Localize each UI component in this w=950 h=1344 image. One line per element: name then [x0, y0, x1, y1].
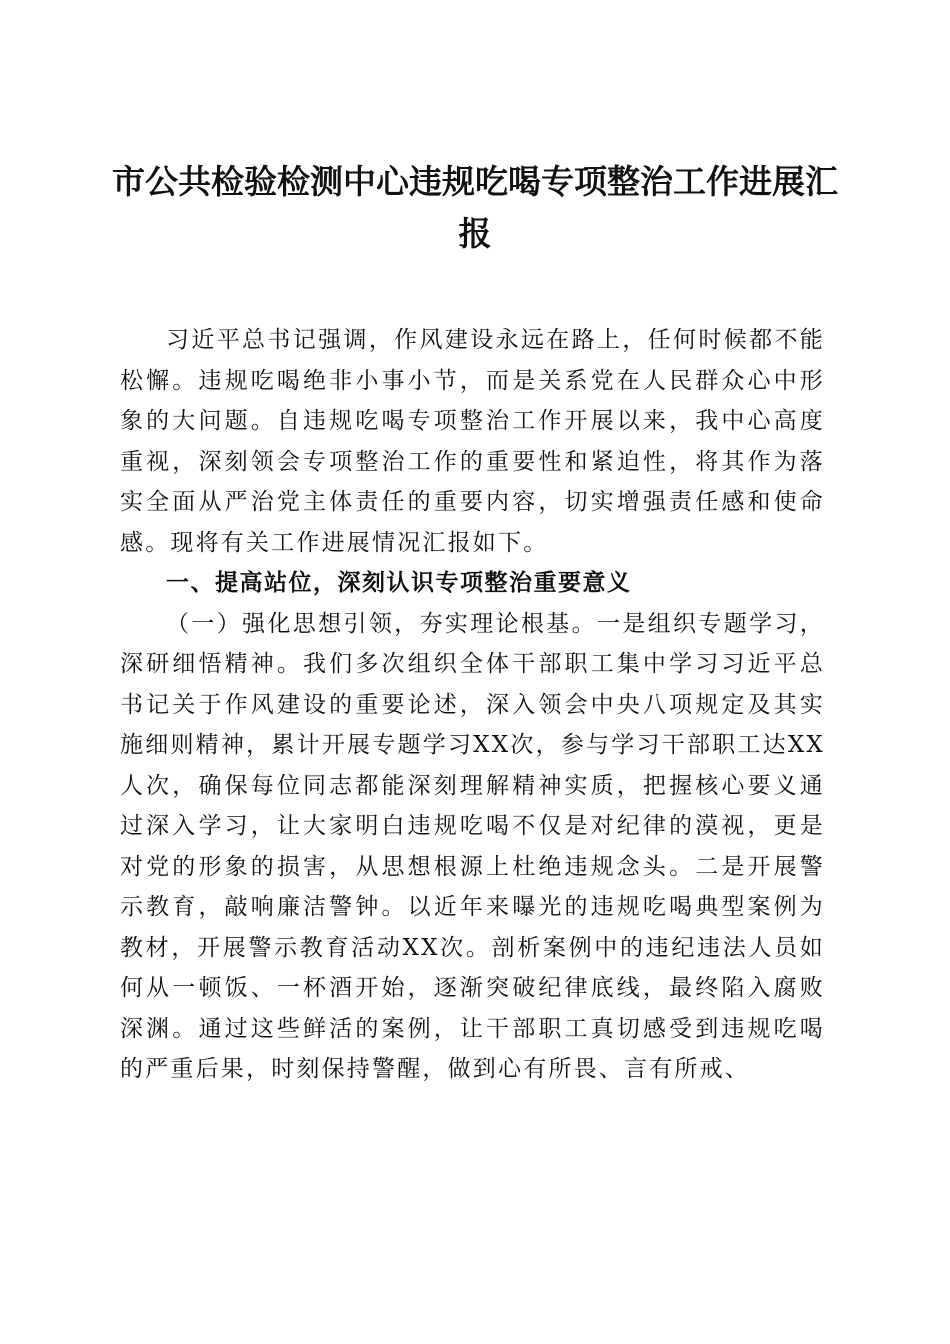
- document-title: 市公共检验检测中心违规吃喝专项整治工作进展汇报: [112, 162, 838, 253]
- document-body: [120, 320, 825, 1090]
- intro-paragraph: 习近平总书记强调，作风建设永远在路上，任何时候都不能松懈。违规吃喝绝非小事小节，而是关系党在人民群众心中形象的大问题。自违规吃喝专项整治工作开展以来，我中心高度重视，深刻领会专项整治工作的重要性和紧迫性，将其作为落实全面从严治党主体责任的重要内容，切实增强责任感和使命感。现将有关工作进展情况汇报如下。: [120, 327, 825, 556]
- section-heading: 一、提高站位，深刻认识专项整治重要意义: [166, 570, 632, 596]
- body-paragraph: （一）强化思想引领，夯实理论根基。一是组织专题学习，深研细悟精神。我们多次组织全体干部职工集中学习习近平总书记关于作风建设的重要论述，深入领会中央八项规定及其实施细则精神，累计开展专题学习XX次，参与学习干部职工达XX人次，确保每位同志都能深刻理解精神实质，把握核心要义通过深入学习，让大家明白违规吃喝不仅是对纪律的漠视，更是对党的形象的损害，从思想根源上杜绝违规念头。二是开展警示教育，敲响廉洁警钟。以近年来曝光的违规吃喝典型案例为教材，开展警示教育活动XX次。剖析案例中的违纪违法人员如何从一顿饭、一杯酒开始，逐渐突破纪律底线，最终陷入腐败深渊。通过这些鲜活的案例，让干部职工真切感受到违规吃喝的严重后果，时刻保持警醒，做到心有所畏、言有所戒、: [120, 610, 825, 1082]
